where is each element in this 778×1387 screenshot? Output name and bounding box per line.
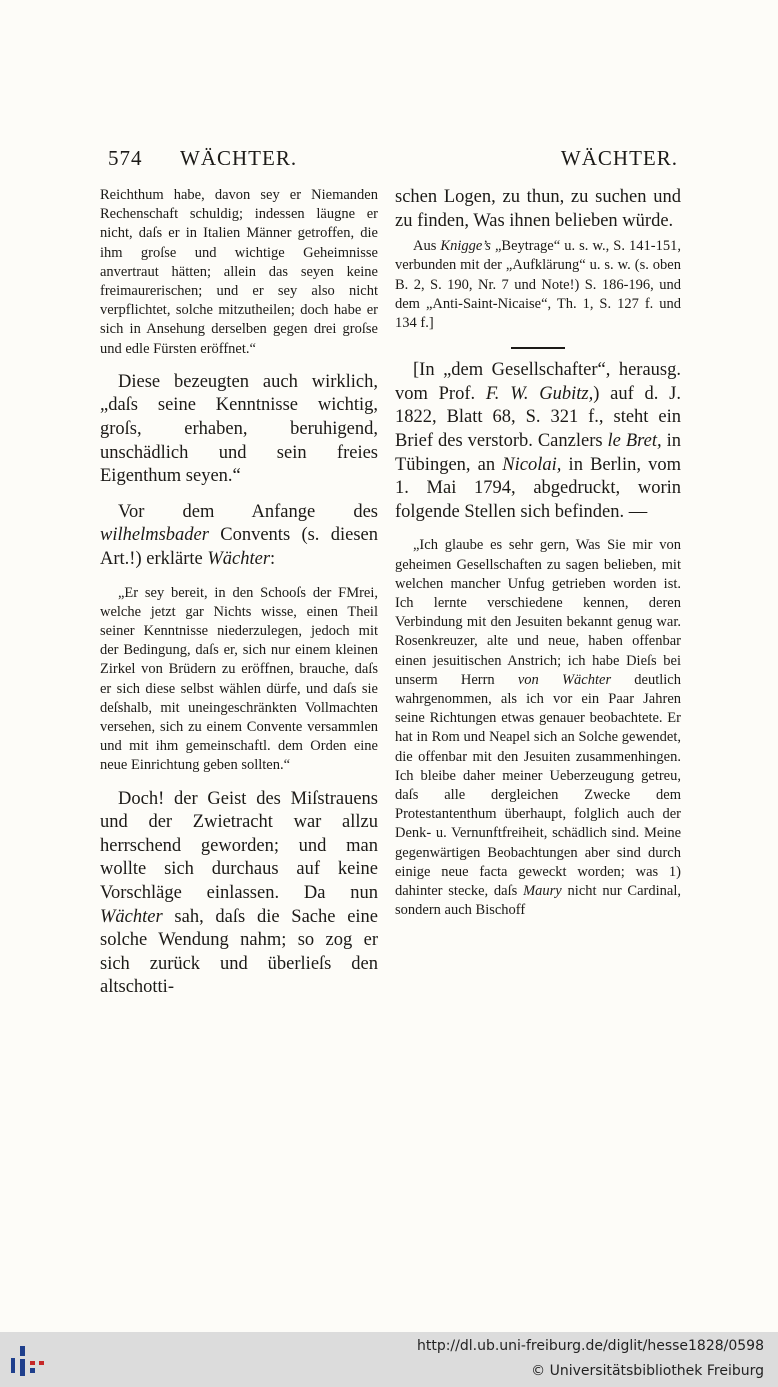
left-column: [100, 186, 378, 1004]
right-quote-letter: „Ich glaube es sehr gern, Was Sie mir von geheimen Gesellschaften zu sagen belieben, mit welchen mancher Unfug getrieben worden ist. Ich lernte verschiedene kennen, deren Verbindung mit den Jesuiten bekannt genug war. Rosenkreuzer, alte und neue, haben offenbar einen jesuitischen Anstrich; ich habe Dieſs bei unserm Herrn von Wächter deutlich wahrgenommen, als ich vor ein Paar Jahren seine Richtungen etwas genauer beobachtete. Er hat in Rom und Neapel sich an Solche gewendet, die offenbar mit den Jesuiten zusammenhingen. Ich bleibe daher meiner Ueberzeugung getreu, daſs alle dergleichen Zwecke dem Protestantenthum überhaupt, folglich auch der Denk- u. Vernunftfreiheit, schädlich sind. Meine gegenwärtigen Beobachtungen aber sind durch einige neue facta geweckt worden; was 1) dahinter stecke, daſs Maury nicht nur Cardinal, sondern auch Bischoff: [395, 537, 681, 919]
copyright-notice: © Universitätsbibliothek Freiburg: [531, 1363, 764, 1379]
viewer-footer: [0, 1332, 778, 1387]
right-paragraph-letter-intro: [In „dem Gesellschafter“, herausg. vom Prof. F. W. Gubitz,) auf d. J. 1822, Blatt 68, S. 321 f., steht ein Brief des verstorb. Canzlers le Bret, in Tübingen, an Nicolai, in Berlin, vom 1. Mai 1794, abgedruckt, worin folgende Stellen sich befinden. —: [395, 360, 682, 522]
running-title-left: WÄCHTER.: [180, 146, 298, 170]
page-number: 574: [108, 146, 143, 170]
permalink-url[interactable]: http://dl.ub.uni-freiburg.de/diglit/hesse1828/0598: [416, 1338, 764, 1354]
left-paragraph-mistrust: Doch! der Geist des Miſstrauens und der Zwietracht war allzu herrschend geworden; und man wollte sich durchaus auf keine Vorschläge einlassen. Da nun Wächter sah, daſs die Sache eine solche Wendung nahm; so zog er sich zurück und überlieſs den altschotti-: [100, 788, 378, 998]
ub-freiburg-logo-icon: [8, 1341, 48, 1379]
left-paragraph-testimony: Diese bezeugten auch wirklich, „daſs seine Kenntnisse wichtig, groſs, erhaben, beruhigend, unschädlich und sein freies Eigenthum seyen.“: [100, 371, 378, 487]
right-paragraph-continuation: schen Logen, zu thun, zu suchen und zu finden, Was ihnen belieben würde.: [395, 187, 681, 231]
right-source-note: Aus Knigge’s „Beytrage“ u. s. w., S. 141-151, verbunden mit der „Aufklärung“ u. s. w. (s. oben B. 2, S. 190, Nr. 7 und Note!) S. 186-196, und dem „Anti-Saint-Nicaise“, Th. 1, S. 127 f. und 134 f.]: [395, 238, 681, 331]
section-divider: [511, 347, 565, 349]
left-quote-offer: „Er sey bereit, in den Schooſs der FMrei, welche jetzt gar Nichts wisse, einen Theil seiner Kenntnisse niederzulegen, jedoch mit der Bedingung, daſs er, sich nur einem kleinen Zirkel von Brüdern zu eröffnen, brauche, daſs er sich diese selbst wählen dürfe, und daſs sie deſshalb, mit uneingeschränkten Vollmachten versehen, sich zu einem Convente versammlen und mit ihm gemeinschaftl. dem Orden eine neue Einrichtung geben sollten.“: [100, 584, 378, 774]
left-paragraph-convent: Vor dem Anfange des wilhelmsbader Convents (s. diesen Art.!) erklärte Wächter:: [100, 501, 378, 569]
running-title-right: WÄCHTER.: [560, 146, 678, 170]
running-head: [108, 146, 678, 176]
left-quote-continuation: Reichthum habe, davon sey er Niemanden Rechenschaft schuldig; indessen läugne er nicht, daſs er in Italien Männer getroffen, die ihm groſse und wichtige Geheimnisse anvertraut hätten; allein das seyen keine freimaurerischen; und er sey also nicht verpflichtet, solche mitzutheilen; doch habe er sich in Ansehung derselben gegen drei groſse und edle Fürsten eröffnet.“: [100, 187, 378, 357]
right-column: [395, 186, 681, 924]
